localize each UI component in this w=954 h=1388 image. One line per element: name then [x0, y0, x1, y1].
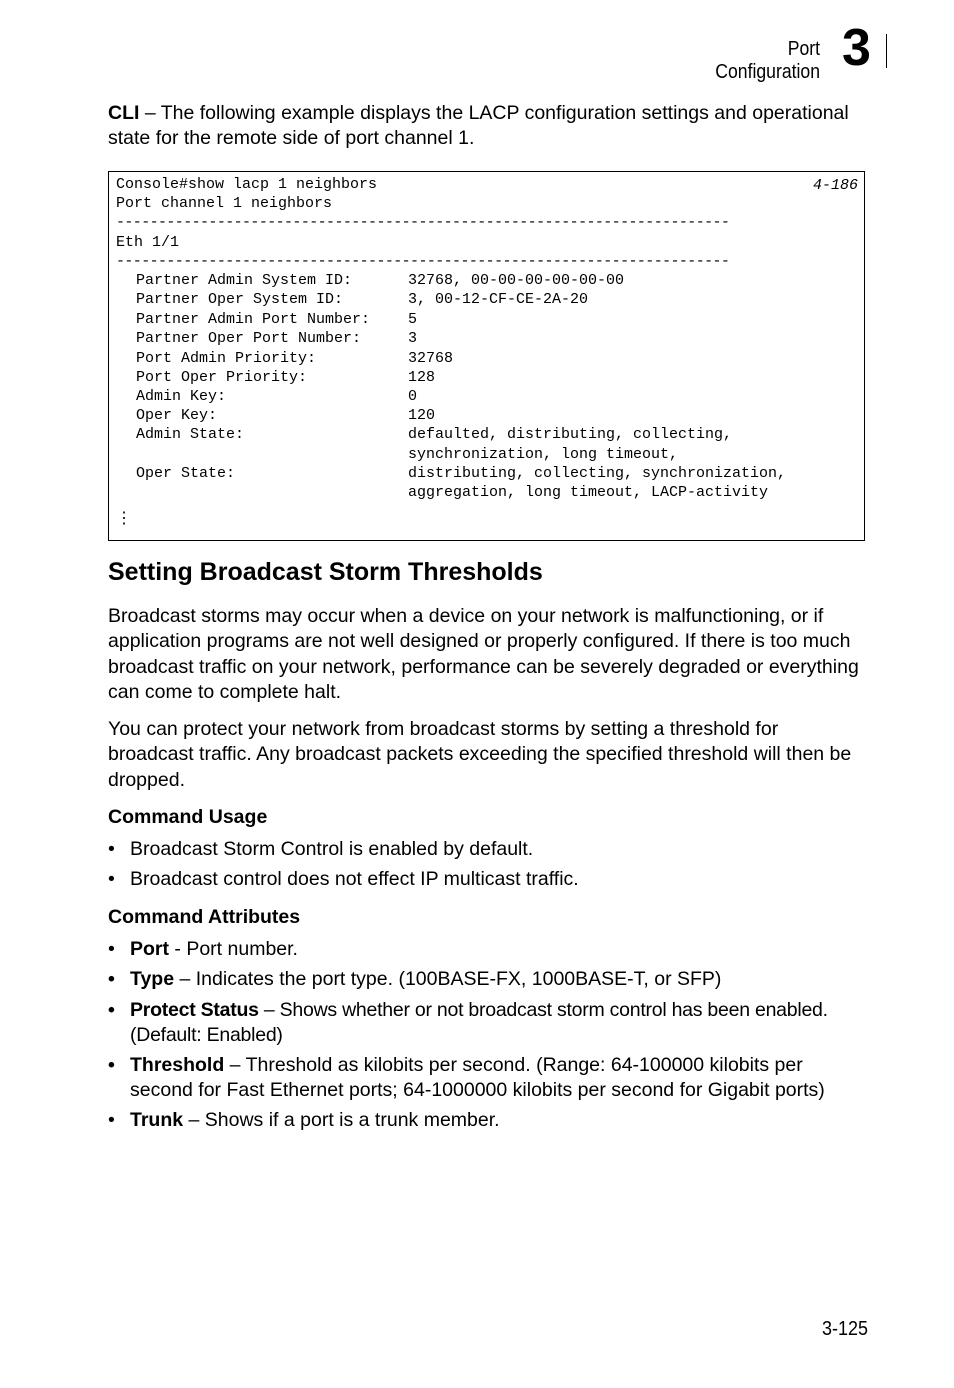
field-label: Port Oper Priority:	[136, 369, 308, 386]
attribute-desc: – Indicates the port type. (100BASE-FX, 1000BASE-T, or SFP)	[174, 968, 722, 990]
list-item-text	[130, 1053, 870, 1104]
cli-label: CLI	[108, 102, 140, 124]
attribute-term: Type	[130, 968, 175, 990]
paragraph: You can protect your network from broadcast storms by setting a threshold for broadcast traffic. Any broadcast packets exceeding the specified threshold will then be dropped.	[108, 718, 852, 791]
code-line: Eth 1/1	[116, 234, 180, 251]
code-line: Port channel 1 neighbors	[116, 195, 333, 212]
field-value: 5	[408, 311, 418, 328]
list-item-text: Broadcast Storm Control is enabled by default.	[130, 838, 534, 860]
section-heading: Setting Broadcast Storm Thresholds	[108, 558, 543, 586]
field-label: Partner Oper Port Number:	[136, 330, 362, 347]
field-label: Oper Key:	[136, 407, 218, 424]
running-header: Port Configuration	[715, 38, 820, 83]
bullet-icon: •	[108, 1054, 115, 1076]
list-item-text	[130, 967, 870, 992]
page-number: 3-125	[822, 1318, 869, 1340]
code-ellipsis: ⋮	[116, 510, 132, 528]
command-usage-heading: Command Usage	[108, 806, 268, 828]
field-label: Oper State:	[136, 465, 236, 482]
paragraph: Broadcast storms may occur when a device on your network is malfunctioning, or if application programs are not well designed or properly configured. If there is too much broadcast traffic on your network, performance can be severely degraded or everything can come to complete halt.	[108, 605, 859, 703]
code-separator: -------------------------------------------------------------------------	[116, 253, 730, 270]
cli-intro-text: – The following example displays the LACP configuration settings and operational state for the remote side of port channel 1.	[108, 102, 849, 150]
code-command: Console#show lacp 1 neighbors	[116, 176, 378, 193]
field-label: Port Admin Priority:	[136, 350, 317, 367]
code-reference: 4-186	[812, 177, 858, 194]
attribute-term: Protect Status	[130, 999, 259, 1021]
field-value: synchronization, long timeout,	[408, 446, 679, 463]
field-value: 32768	[408, 350, 454, 367]
bullet-icon: •	[108, 968, 115, 990]
command-attributes-heading: Command Attributes	[108, 906, 301, 928]
field-value: 128	[408, 369, 436, 386]
field-label: Partner Admin Port Number:	[136, 311, 371, 328]
field-label: Partner Admin System ID:	[136, 272, 353, 289]
bullet-icon: •	[108, 1109, 115, 1131]
list-item-text	[130, 1108, 870, 1133]
field-value: 120	[408, 407, 436, 424]
list-item-text	[130, 998, 870, 1049]
attribute-desc: - Port number.	[169, 938, 298, 960]
code-example	[108, 171, 865, 541]
field-value: 32768, 00-00-00-00-00-00	[408, 272, 625, 289]
field-value: 3	[408, 330, 418, 347]
list-item-text: Broadcast control does not effect IP multicast traffic.	[130, 868, 579, 890]
field-value: 3, 00-12-CF-CE-2A-20	[408, 291, 589, 308]
attribute-desc: – Shows if a port is a trunk member.	[183, 1109, 500, 1131]
field-label: Admin State:	[136, 426, 245, 443]
field-value: 0	[408, 388, 418, 405]
attribute-desc: – Threshold as kilobits per second. (Range: 64-100000 kilobits per second for Fast Ethernet ports; 64-1000000 kilobits per second for Gigabit ports)	[130, 1054, 825, 1102]
code-separator: -------------------------------------------------------------------------	[116, 214, 730, 231]
field-value: distributing, collecting, synchronization,	[408, 465, 787, 482]
attribute-term: Threshold	[130, 1054, 225, 1076]
bullet-icon: •	[108, 838, 115, 860]
bullet-icon: •	[108, 868, 115, 890]
field-value: defaulted, distributing, collecting,	[408, 426, 733, 443]
bullet-icon: •	[108, 999, 115, 1021]
list-item-text	[130, 937, 870, 962]
field-value: aggregation, long timeout, LACP-activity	[408, 484, 769, 501]
attribute-desc: – Shows whether or not broadcast storm control has been enabled. (Default: Enabled)	[130, 999, 828, 1047]
bullet-icon: •	[108, 938, 115, 960]
attribute-term: Trunk	[130, 1109, 184, 1131]
field-label: Admin Key:	[136, 388, 227, 405]
chapter-divider	[886, 34, 887, 68]
field-label: Partner Oper System ID:	[136, 291, 344, 308]
attribute-term: Port	[130, 938, 169, 960]
cli-intro	[108, 101, 868, 152]
chapter-number: 3	[842, 19, 871, 77]
